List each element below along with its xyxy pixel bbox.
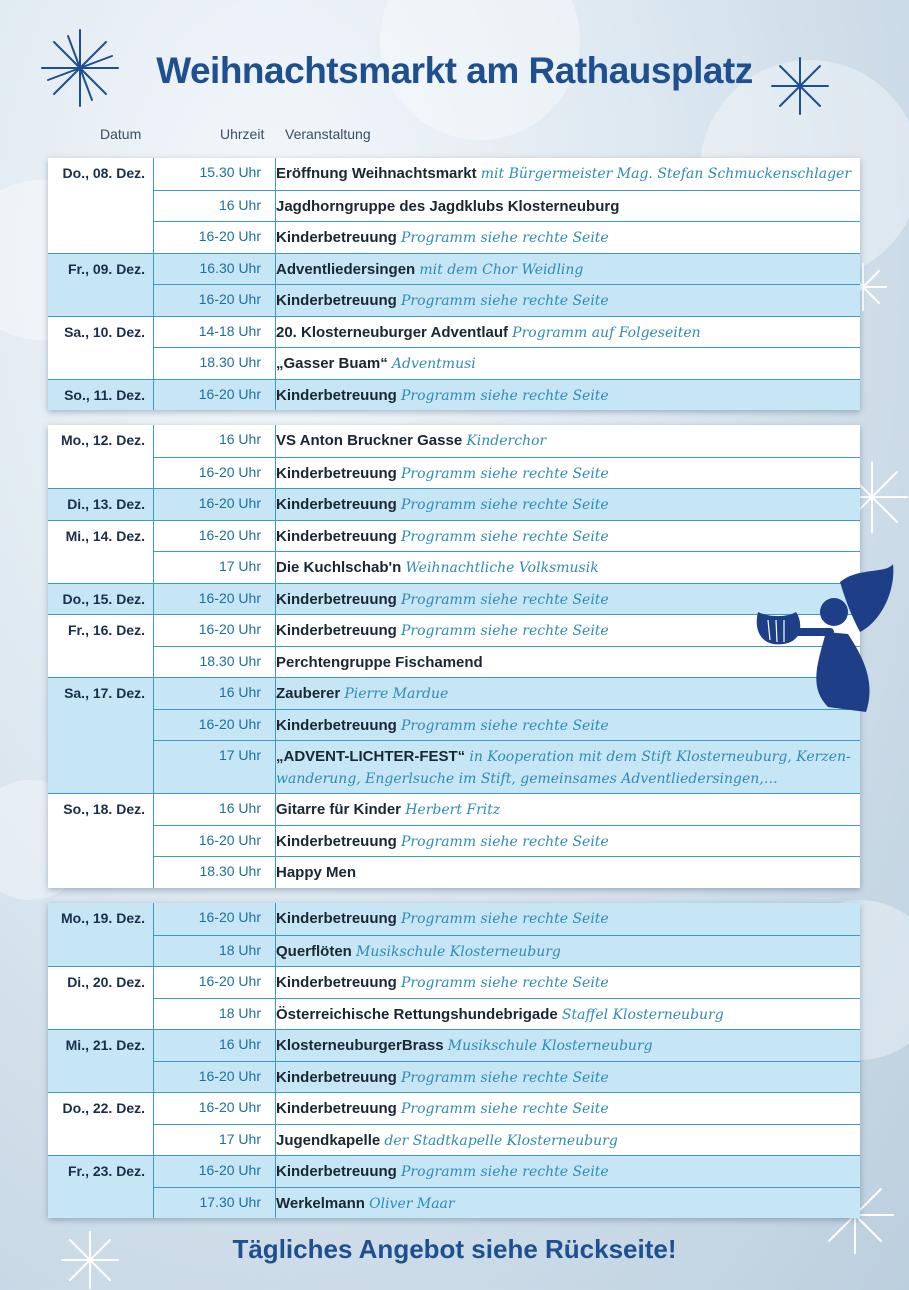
event-title: 20. Klosterneuburger Adventlauf	[276, 323, 508, 341]
event-title: Happy Men	[276, 864, 357, 881]
event-time: 18 Uhr	[218, 941, 261, 958]
event-detail: mit dem Chor Weidling	[419, 261, 584, 278]
table-row	[48, 740, 860, 793]
event-time: 18.30 Uhr	[199, 652, 261, 669]
event-time: 18 Uhr	[218, 1004, 261, 1021]
event-time: 16 Uhr	[218, 1036, 261, 1052]
event-detail: Weihnachtliche Volksmusik	[405, 560, 599, 576]
table-row	[48, 583, 860, 615]
event-description	[276, 489, 854, 516]
table-row	[48, 1155, 860, 1187]
event-title: Österreichische Rettungshundebrigade	[276, 1005, 558, 1023]
schedule-block	[48, 903, 860, 1218]
event-time: 18.30 Uhr	[199, 354, 261, 370]
event-detail: Herbert Fritz	[405, 802, 501, 818]
event-date	[48, 999, 153, 1006]
table-row	[48, 614, 860, 646]
header-date: Datum	[100, 126, 142, 142]
event-detail: Programm siehe rechte Seite	[401, 528, 609, 545]
table-row	[48, 1029, 860, 1061]
event-detail: Programm siehe rechte Seite	[401, 975, 609, 991]
table-row	[48, 709, 860, 741]
table-row	[48, 221, 860, 253]
event-date	[48, 826, 153, 833]
event-title: VS Anton Bruckner Gasse	[276, 432, 463, 449]
event-detail: Musikschule Klosterneuburg	[447, 1038, 653, 1054]
event-title: Kinderbetreuung	[276, 292, 397, 309]
table-row	[48, 825, 860, 857]
event-title: Kinderbetreuung	[276, 1100, 397, 1117]
table-row	[48, 935, 860, 967]
event-date: Do., 22. Dez.	[62, 1100, 145, 1116]
event-date: Sa., 17. Dez.	[64, 685, 145, 701]
event-title: Kinderbetreuung	[276, 464, 397, 482]
table-row	[48, 793, 860, 825]
event-time: 17 Uhr	[218, 1130, 261, 1147]
event-time: 17.30 Uhr	[199, 1193, 261, 1210]
event-time: 16-20 Uhr	[198, 1162, 261, 1178]
event-date	[48, 458, 153, 465]
event-date: Mo., 19. Dez.	[60, 910, 145, 926]
event-description	[276, 967, 854, 994]
event-title: Kinderbetreuung	[276, 1068, 397, 1086]
event-title: Kinderbetreuung	[276, 974, 397, 991]
event-time: 16-20 Uhr	[198, 228, 261, 244]
schedule-block	[48, 425, 860, 888]
event-title: Kinderbetreuung	[276, 832, 397, 850]
event-title: Kinderbetreuung	[276, 590, 397, 608]
table-row	[48, 457, 860, 489]
event-description	[276, 348, 854, 375]
event-date: Fr., 23. Dez.	[67, 1163, 145, 1179]
event-date	[48, 857, 153, 864]
event-detail: mit Bürgermeister Mag. Stefan Schmuckenschlager	[480, 166, 852, 182]
event-date: Di., 13. Dez.	[67, 496, 145, 512]
event-date	[48, 647, 153, 654]
event-detail: Programm siehe rechte Seite	[401, 833, 609, 850]
event-title: Perchtengruppe Fischamend	[276, 653, 483, 671]
table-row	[48, 347, 860, 379]
event-date	[48, 710, 153, 717]
event-description	[276, 158, 854, 185]
table-row	[48, 677, 860, 709]
event-description	[276, 521, 854, 548]
event-date: Mo., 12. Dez.	[60, 432, 145, 448]
table-row	[48, 316, 860, 348]
event-date	[48, 348, 153, 355]
event-date: Do., 15. Dez.	[62, 590, 145, 607]
event-title: Kinderbetreuung	[276, 622, 397, 639]
event-description	[276, 317, 854, 344]
event-title: Kinderbetreuung	[276, 527, 397, 545]
header-time: Uhrzeit	[220, 126, 265, 142]
event-date: Mi., 21. Dez.	[65, 1037, 145, 1053]
event-detail: Programm auf Folgeseiten	[512, 324, 701, 341]
event-date: Do., 08. Dez.	[62, 165, 145, 181]
event-title: Gitarre für Kinder	[276, 801, 402, 818]
event-time: 16 Uhr	[218, 684, 261, 700]
event-date: Di., 20. Dez.	[67, 974, 145, 990]
event-title: „Gasser Buam“	[276, 355, 388, 372]
table-row	[48, 1092, 860, 1124]
event-title: Kinderbetreuung	[276, 716, 397, 734]
event-detail: Programm siehe rechte Seite	[401, 911, 609, 927]
event-time: 18.30 Uhr	[199, 863, 261, 879]
event-detail: Programm siehe rechte Seite	[401, 465, 609, 482]
event-date	[48, 1188, 153, 1195]
event-title: Kinderbetreuung	[276, 229, 397, 246]
event-title: Eröffnung Weihnachtsmarkt	[276, 165, 477, 182]
event-detail: Programm siehe rechte Seite	[401, 497, 609, 513]
header-event: Veranstaltung	[285, 126, 371, 142]
event-title: Kinderbetreuung	[276, 1163, 397, 1180]
event-time: 16-20 Uhr	[198, 973, 261, 989]
event-title: Adventliedersingen	[276, 260, 416, 278]
event-description	[276, 857, 854, 884]
event-time: 16.30 Uhr	[199, 259, 261, 276]
table-row	[48, 520, 860, 552]
event-time: 17 Uhr	[218, 747, 261, 763]
event-title: „ADVENT-LICHTER-FEST“	[276, 748, 466, 765]
table-row	[48, 488, 860, 520]
event-title: Kinderbetreuung	[276, 496, 397, 513]
table-row	[48, 1187, 860, 1219]
event-date: Mi., 14. Dez.	[65, 527, 145, 544]
event-title: Zauberer	[276, 685, 341, 702]
event-detail: Programm siehe rechte Seite	[401, 717, 609, 734]
event-time: 16-20 Uhr	[198, 621, 261, 637]
table-row	[48, 998, 860, 1030]
event-date: Fr., 09. Dez.	[67, 260, 145, 277]
page-title: Weihnachtsmarkt am Rathausplatz	[156, 50, 753, 91]
event-date	[48, 285, 153, 292]
table-row	[48, 284, 860, 316]
event-time: 16-20 Uhr	[198, 291, 261, 307]
event-date: Sa., 10. Dez.	[64, 323, 145, 340]
event-date	[48, 191, 153, 198]
event-title: Jugendkapelle	[276, 1131, 381, 1149]
event-description	[276, 222, 854, 249]
table-row	[48, 966, 860, 998]
event-description	[276, 1030, 854, 1057]
table-row	[48, 551, 860, 583]
event-date: So., 11. Dez.	[64, 386, 145, 403]
event-time: 16-20 Uhr	[198, 715, 261, 732]
table-row	[48, 646, 860, 678]
event-date	[48, 741, 153, 748]
event-time: 16-20 Uhr	[198, 385, 261, 402]
event-detail: in Kooperation mit dem Stift Klosterneuburg, Kerzenwanderung, Engerlsuche im Stift, gemeinsames Adventliedersingen,…	[276, 749, 851, 787]
event-description	[276, 826, 854, 853]
event-detail: Staffel Klosterneuburg	[561, 1006, 724, 1023]
schedule-block	[48, 158, 860, 410]
event-title: KlosterneuburgerBrass	[276, 1037, 444, 1054]
event-description	[276, 1156, 854, 1183]
footer-note: Tägliches Angebot siehe Rückseite!	[232, 1234, 677, 1264]
angel-with-lyre-icon	[748, 562, 898, 712]
event-time: 16 Uhr	[218, 196, 261, 213]
event-title: Werkelmann	[276, 1194, 365, 1212]
event-detail: Pierre Mardue	[344, 686, 449, 702]
column-headers	[0, 126, 909, 146]
event-description	[276, 254, 854, 281]
event-time: 16-20 Uhr	[198, 526, 261, 543]
event-time: 16-20 Uhr	[198, 1067, 261, 1084]
event-detail: Adventmusi	[391, 356, 476, 372]
event-title: Jagdhorngruppe des Jagdklubs Klosterneuburg	[276, 197, 620, 215]
event-description	[276, 794, 854, 821]
event-description	[276, 380, 854, 407]
event-time: 16 Uhr	[218, 431, 261, 447]
event-time: 14-18 Uhr	[198, 322, 261, 339]
event-date: So., 18. Dez.	[63, 801, 145, 817]
table-row	[48, 158, 860, 190]
event-time: 16 Uhr	[218, 800, 261, 816]
event-date	[48, 552, 153, 559]
table-row	[48, 856, 860, 888]
event-description	[276, 1188, 854, 1215]
event-detail: der Stadtkapelle Klosterneuburg	[384, 1132, 618, 1149]
event-description	[276, 285, 854, 312]
event-time: 15.30 Uhr	[199, 164, 261, 180]
table-row	[48, 425, 860, 457]
event-description	[276, 1093, 854, 1120]
event-title: Kinderbetreuung	[276, 386, 397, 404]
event-time: 17 Uhr	[218, 558, 261, 574]
event-time: 16-20 Uhr	[198, 909, 261, 925]
event-time: 16-20 Uhr	[198, 463, 261, 480]
event-description	[276, 425, 854, 452]
event-description	[276, 936, 854, 963]
event-description	[276, 191, 854, 218]
event-date	[48, 936, 153, 943]
table-row	[48, 379, 860, 411]
event-detail: Programm siehe rechte Seite	[401, 623, 609, 639]
event-detail: Programm siehe rechte Seite	[401, 591, 609, 608]
event-description	[276, 1062, 854, 1089]
event-detail: Programm siehe rechte Seite	[401, 230, 609, 246]
table-row	[48, 190, 860, 222]
event-description	[276, 710, 854, 737]
event-detail: Kinderchor	[466, 433, 547, 449]
event-detail: Programm siehe rechte Seite	[401, 293, 609, 309]
event-description	[276, 741, 854, 790]
event-title: Kinderbetreuung	[276, 910, 397, 927]
event-description	[276, 903, 854, 930]
event-time: 16-20 Uhr	[198, 1099, 261, 1115]
event-description	[276, 458, 854, 485]
event-date	[48, 1062, 153, 1069]
event-title: Die Kuchlschab'n	[276, 559, 402, 576]
table-row	[48, 903, 860, 935]
event-time: 16-20 Uhr	[198, 831, 261, 848]
event-date: Fr., 16. Dez.	[67, 622, 145, 638]
event-detail: Programm siehe rechte Seite	[401, 1069, 609, 1086]
event-description	[276, 1125, 854, 1152]
event-description	[276, 999, 854, 1026]
event-detail: Oliver Maar	[369, 1195, 455, 1212]
table-row	[48, 253, 860, 285]
event-date	[48, 1125, 153, 1132]
table-row	[48, 1124, 860, 1156]
table-row	[48, 1061, 860, 1093]
event-detail: Musikschule Klosterneuburg	[356, 943, 561, 960]
event-date	[48, 222, 153, 229]
event-title: Querflöten	[276, 942, 352, 960]
event-time: 16-20 Uhr	[198, 495, 261, 511]
event-time: 16-20 Uhr	[198, 589, 261, 606]
event-detail: Programm siehe rechte Seite	[401, 1101, 609, 1117]
event-detail: Programm siehe rechte Seite	[401, 1164, 609, 1180]
event-detail: Programm siehe rechte Seite	[401, 387, 609, 404]
